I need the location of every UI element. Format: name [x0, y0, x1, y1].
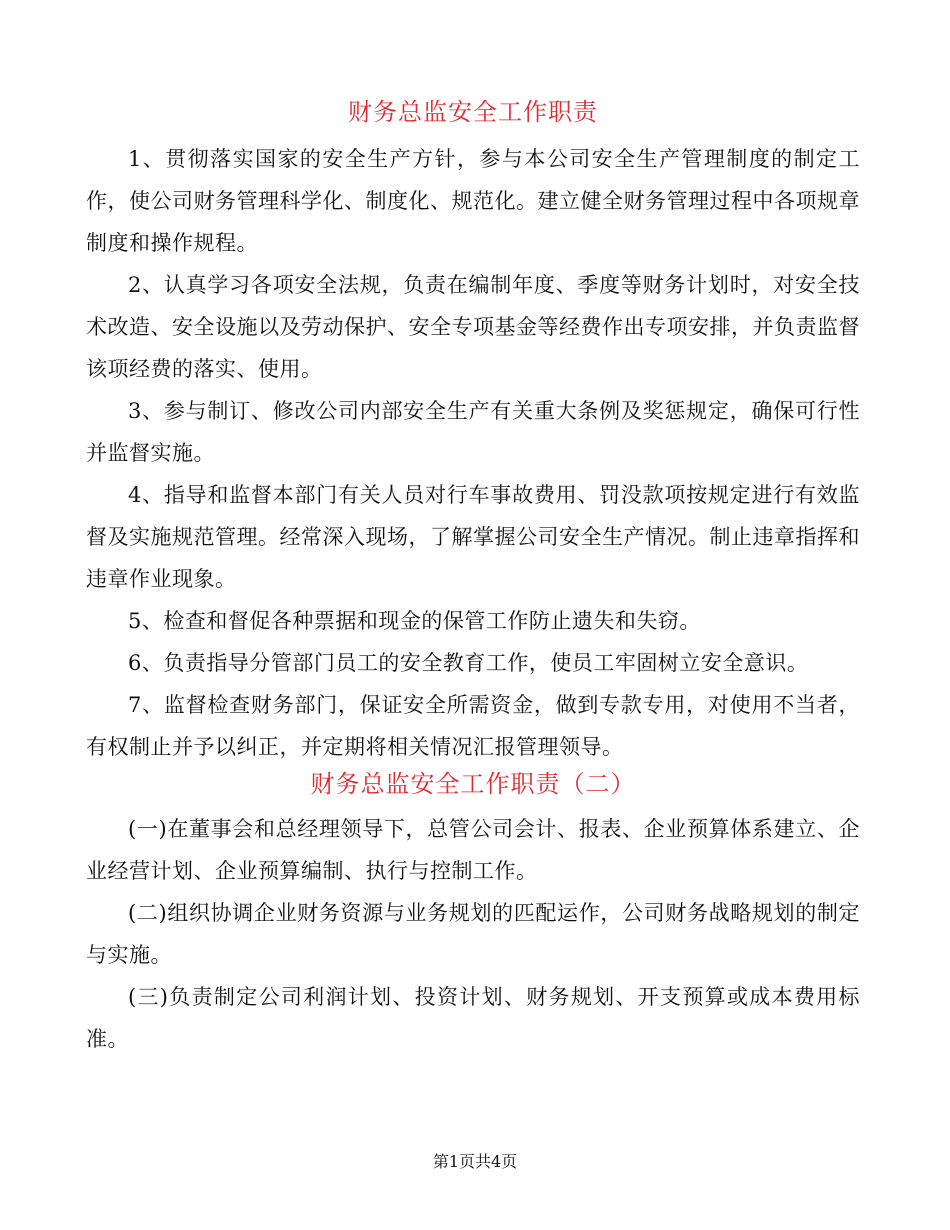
section1-paragraph-5: 5、检查和督促各种票据和现金的保管工作防止遗失和失窃。 — [128, 609, 701, 633]
section1-paragraph-7: 7、监督检查财务部门，保证安全所需资金，做到专款专用，对使用不当者，有权制止并予以纠正，并定期将相关情况汇报管理领导。 — [86, 693, 860, 759]
section2-paragraph-3: (三)负责制定公司利润计划、投资计划、财务规划、开支预算或成本费用标准。 — [86, 985, 860, 1051]
section1-paragraph-2: 2、认真学习各项安全法规，负责在编制年度、季度等财务计划时，对安全技术改造、安全设施以及劳动保护、安全专项基金等经费作出专项安排，并负责监督该项经费的落实、使用。 — [86, 273, 860, 381]
section1-title: 财务总监安全工作职责 — [348, 98, 598, 126]
section1-paragraph-3: 3、参与制订、修改公司内部安全生产有关重大条例及奖惩规定，确保可行性并监督实施。 — [86, 399, 860, 465]
section2-paragraph-2: (二)组织协调企业财务资源与业务规划的匹配运作，公司财务战略规划的制定与实施。 — [86, 901, 860, 967]
section1-paragraph-6: 6、负责指导分管部门员工的安全教育工作，使员工牢固树立安全意识。 — [128, 651, 809, 675]
document-page — [86, 96, 860, 1060]
section2-paragraph-1: (一)在董事会和总经理领导下，总管公司会计、报表、企业预算体系建立、企业经营计划、企业预算编制、执行与控制工作。 — [86, 817, 860, 883]
section2-title: 财务总监安全工作职责（二） — [310, 770, 636, 798]
section1-paragraph-4: 4、指导和监督本部门有关人员对行车事故费用、罚没款项按规定进行有效监督及实施规范管理。经常深入现场，了解掌握公司安全生产情况。制止违章指挥和违章作业现象。 — [86, 483, 860, 591]
section1-paragraph-1: 1、贯彻落实国家的安全生产方针，参与本公司安全生产管理制度的制定工作，使公司财务管理科学化、制度化、规范化。建立健全财务管理过程中各项规章制度和操作规程。 — [86, 147, 860, 255]
page-number: 第1页共4页 — [432, 1152, 518, 1171]
